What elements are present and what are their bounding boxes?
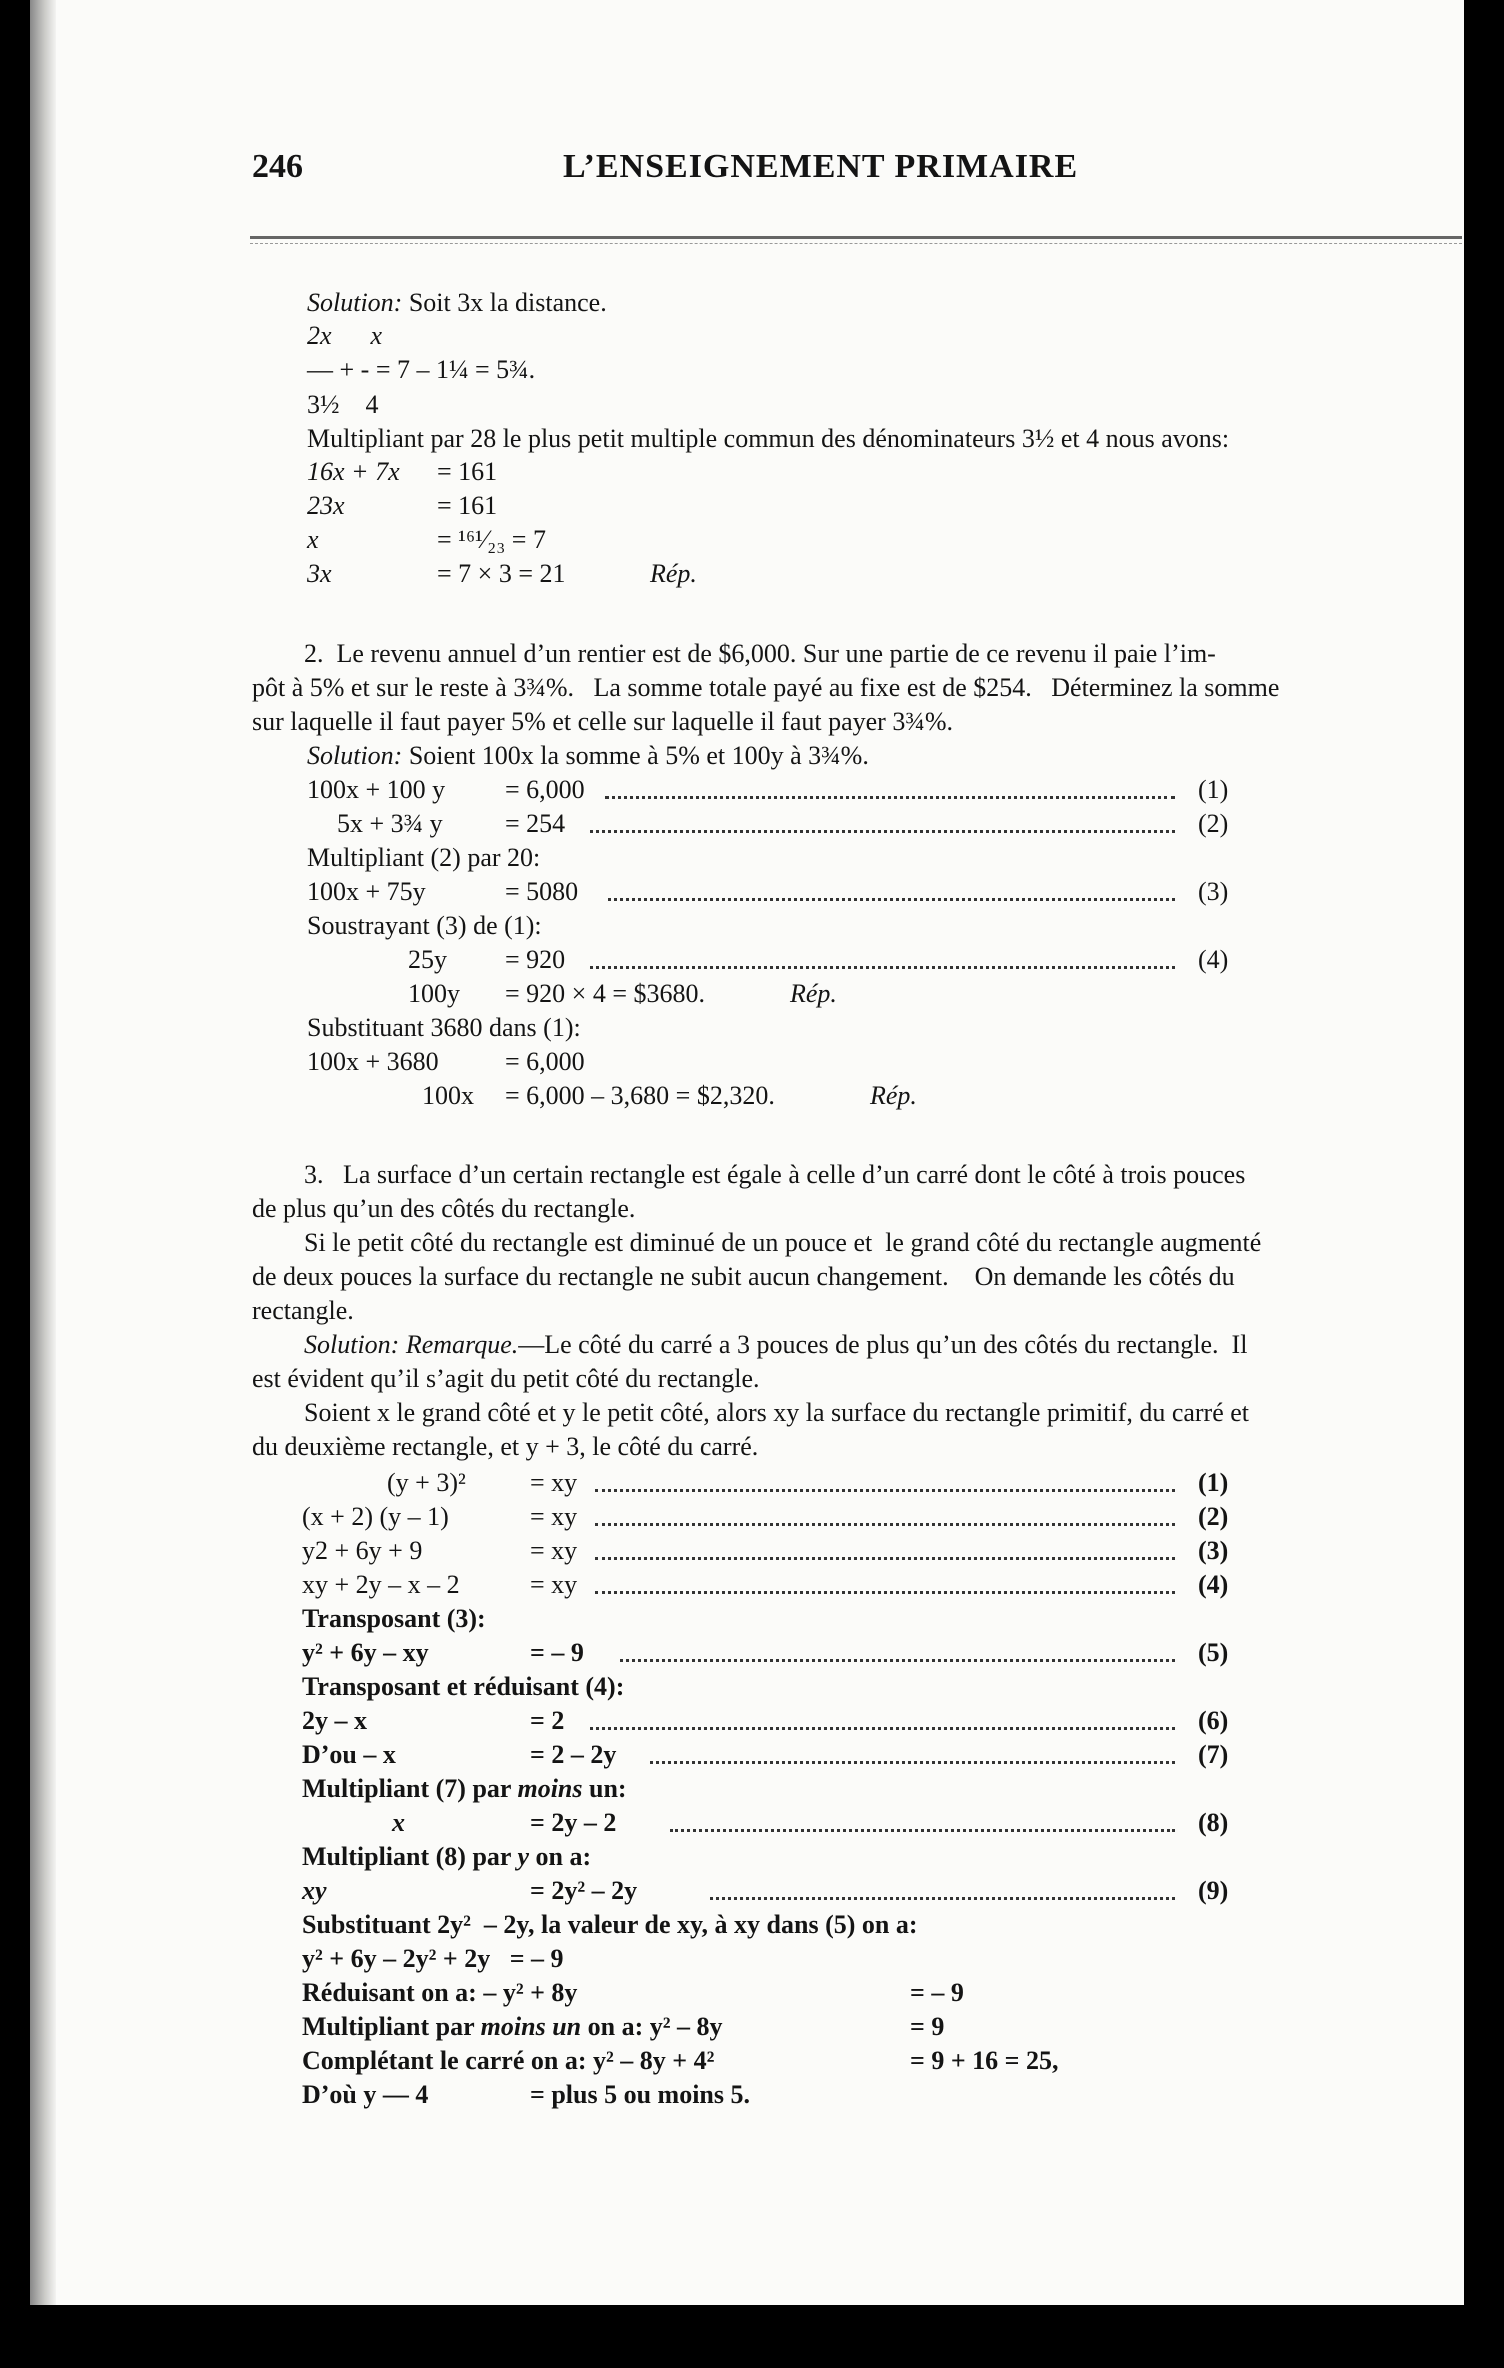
p3-paragraph4-line2: du deuxième rectangle, et y + 3, le côté du carré. (252, 1432, 759, 1461)
p3-eq1-num: (1) (1198, 1468, 1229, 1497)
p3-eq7-right: = 2 – 2y (530, 1740, 617, 1769)
p3-complete-square-right: = 9 + 16 = 25, (910, 2046, 1059, 2075)
p2-e3-left: 100x + 75y (307, 877, 426, 906)
p3-paragraph2-line1: Si le petit côté du rectangle est diminué de un pouce et le grand côté du rectangle augmenté (304, 1228, 1262, 1257)
p3-eq1-left: (y + 3)² (387, 1468, 466, 1497)
p3-eq9-num: (9) (1198, 1876, 1229, 1905)
p2-e7-left: 100x (422, 1081, 474, 1110)
p1-solution-line: Solution: Soit 3x la distance. (307, 288, 607, 317)
p3-eq7-num: (7) (1198, 1740, 1229, 1769)
p3-eq8-num: (8) (1198, 1808, 1229, 1837)
p1-fraction-denominators: 3½ 4 (307, 390, 379, 419)
leader-dots (595, 1591, 1175, 1594)
p2-e4-num: (4) (1198, 945, 1229, 974)
p1-multiply-text: Multipliant par 28 le plus petit multiple commun des dénominateurs 3½ et 4 nous avons: (307, 424, 1230, 453)
p1-rep: Rép. (650, 559, 697, 588)
p3-eq5-right: = – 9 (530, 1638, 584, 1667)
p3-final-right: = plus 5 ou moins 5. (530, 2080, 750, 2109)
p3-eq2-left: (x + 2) (y – 1) (302, 1502, 449, 1531)
p3-eq4-right: = xy (530, 1570, 578, 1599)
leader-dots (608, 898, 1175, 901)
p3-paragraph2-line3: rectangle. (252, 1296, 354, 1325)
p3-eq8-right: = 2y – 2 (530, 1808, 617, 1837)
p3-transposant-3: Transposant (3): (302, 1604, 486, 1633)
p3-remark-line2: est évident qu’il s’agit du petit côté du rectangle. (252, 1364, 760, 1393)
p3-multiply-7: Multipliant (7) par moins un: (302, 1774, 627, 1803)
scanned-page (30, 0, 1470, 2305)
p2-solution-line: Solution: Soient 100x la somme à 5% et 100y à 3¾%. (307, 741, 869, 770)
leader-dots (620, 1659, 1175, 1662)
p3-eq6-right: = 2 (530, 1706, 565, 1735)
p3-remark-line1: Solution: Remarque.—Le côté du carré a 3 pouces de plus qu’un des côtés du rectangle. Il (304, 1330, 1248, 1359)
header-rule-secondary (250, 243, 1462, 244)
p2-statement-line2: pôt à 5% et sur le reste à 3¾%. La somme totale payé au fixe est de $254. Déterminez la somme (252, 673, 1280, 702)
p2-e6-left: 100x + 3680 (307, 1047, 439, 1076)
p2-e7-right: = 6,000 – 3,680 = $2,320. (505, 1081, 775, 1110)
p3-eq2-right: = xy (530, 1502, 578, 1531)
header-rule (250, 236, 1462, 239)
p3-substitute: Substituant 2y² – 2y, la valeur de xy, à xy dans (5) on a: (302, 1910, 918, 1939)
p2-e4-right: = 920 (505, 945, 566, 974)
p2-e5-left: 100y (408, 979, 460, 1008)
p3-eq5-left: y² + 6y – xy (302, 1638, 429, 1667)
p1-eq4-left: 3x (307, 559, 332, 588)
p3-eq3-left: y2 + 6y + 9 (302, 1536, 423, 1565)
leader-dots (595, 1523, 1175, 1526)
p2-e5-right: = 920 × 4 = $3680. (505, 979, 705, 1008)
p3-multiply-minus-left: Multipliant par moins un on a: y² – 8y (302, 2012, 723, 2041)
p1-eq1-right: = 161 (437, 457, 498, 486)
p3-eq3-num: (3) (1198, 1536, 1229, 1565)
p3-eq6-num: (6) (1198, 1706, 1229, 1735)
p2-rep-2: Rép. (870, 1081, 917, 1110)
p3-eq9-right: = 2y² – 2y (530, 1876, 638, 1905)
p3-reduce-right: = – 9 (910, 1978, 964, 2007)
p1-eq3-left: x (307, 525, 319, 554)
p1-eq2-right: = 161 (437, 491, 498, 520)
p2-statement-line1: 2. Le revenu annuel d’un rentier est de $6,000. Sur une partie de ce revenu il paie l’im- (304, 639, 1216, 668)
leader-dots (605, 796, 1175, 799)
p2-e3-num: (3) (1198, 877, 1229, 906)
p3-eq4-num: (4) (1198, 1570, 1229, 1599)
leader-dots (650, 1761, 1175, 1764)
p2-statement-line3: sur laquelle il faut payer 5% et celle sur laquelle il faut payer 3¾%. (252, 707, 953, 736)
p3-eq9-left: xy (302, 1876, 327, 1905)
p2-e2-num: (2) (1198, 809, 1229, 838)
p1-eq3-right: = ¹⁶¹⁄₂₃ = 7 (437, 525, 546, 554)
p3-reduce-left: Réduisant on a: – y² + 8y (302, 1978, 578, 2007)
p3-transposant-4: Transposant et réduisant (4): (302, 1672, 625, 1701)
p2-e1-num: (1) (1198, 775, 1229, 804)
page-number: 246 (252, 148, 303, 185)
p3-paragraph2-line2: de deux pouces la surface du rectangle ne subit aucun changement. On demande les côtés du (252, 1262, 1235, 1291)
p3-eq1-right: = xy (530, 1468, 578, 1497)
p3-eq3-right: = xy (530, 1536, 578, 1565)
p2-rep-1: Rép. (790, 979, 837, 1008)
p2-e1-right: = 6,000 (505, 775, 585, 804)
p1-eq1-left: 16x + 7x (307, 457, 400, 486)
p2-e4-left: 25y (408, 945, 447, 974)
running-title: L’ENSEIGNEMENT PRIMAIRE (563, 148, 1079, 185)
leader-dots (590, 966, 1175, 969)
p2-substitute: Substituant 3680 dans (1): (307, 1013, 581, 1042)
leader-dots (670, 1829, 1175, 1832)
p2-e2-right: = 254 (505, 809, 566, 838)
p3-complete-square-left: Complétant le carré on a: y² – 8y + 4² (302, 2046, 715, 2075)
p3-eq10: y² + 6y – 2y² + 2y = – 9 (302, 1944, 564, 1973)
leader-dots (590, 830, 1175, 833)
page-spine-shadow (30, 0, 56, 2305)
p3-eq2-num: (2) (1198, 1502, 1229, 1531)
leader-dots (590, 1727, 1175, 1730)
p3-paragraph1-line2: de plus qu’un des côtés du rectangle. (252, 1194, 636, 1223)
p3-multiply-minus-right: = 9 (910, 2012, 945, 2041)
p2-multiply: Multipliant (2) par 20: (307, 843, 541, 872)
p3-paragraph1-line1: 3. La surface d’un certain rectangle est égale à celle d’un carré dont le côté à trois pouces (304, 1160, 1246, 1189)
leader-dots (595, 1489, 1175, 1492)
leader-dots (710, 1897, 1175, 1900)
p2-e2-left: 5x + 3¾ y (337, 809, 443, 838)
p2-subtract: Soustrayant (3) de (1): (307, 911, 542, 940)
p3-eq7-left: D’ou – x (302, 1740, 396, 1769)
p3-eq6-left: 2y – x (302, 1706, 367, 1735)
p1-fraction-line: — + - = 7 – 1¼ = 5¾. (307, 355, 536, 384)
page-edge-dark (1464, 0, 1504, 2368)
p2-e3-right: = 5080 (505, 877, 579, 906)
p3-eq8-left: x (392, 1808, 405, 1837)
p2-e1-left: 100x + 100 y (307, 775, 446, 804)
p1-eq4-right: = 7 × 3 = 21 (437, 559, 566, 588)
leader-dots (595, 1557, 1175, 1560)
p1-fraction-numerators: 2x x (307, 321, 383, 350)
p3-multiply-8: Multipliant (8) par y on a: (302, 1842, 592, 1871)
p3-eq4-left: xy + 2y – x – 2 (302, 1570, 460, 1599)
p3-paragraph4-line1: Soient x le grand côté et y le petit côté, alors xy la surface du rectangle primitif, du carré et (304, 1398, 1250, 1427)
p2-e6-right: = 6,000 (505, 1047, 585, 1076)
p1-eq2-left: 23x (307, 491, 345, 520)
p3-eq5-num: (5) (1198, 1638, 1229, 1667)
p3-final-left: D’où y — 4 (302, 2080, 429, 2109)
